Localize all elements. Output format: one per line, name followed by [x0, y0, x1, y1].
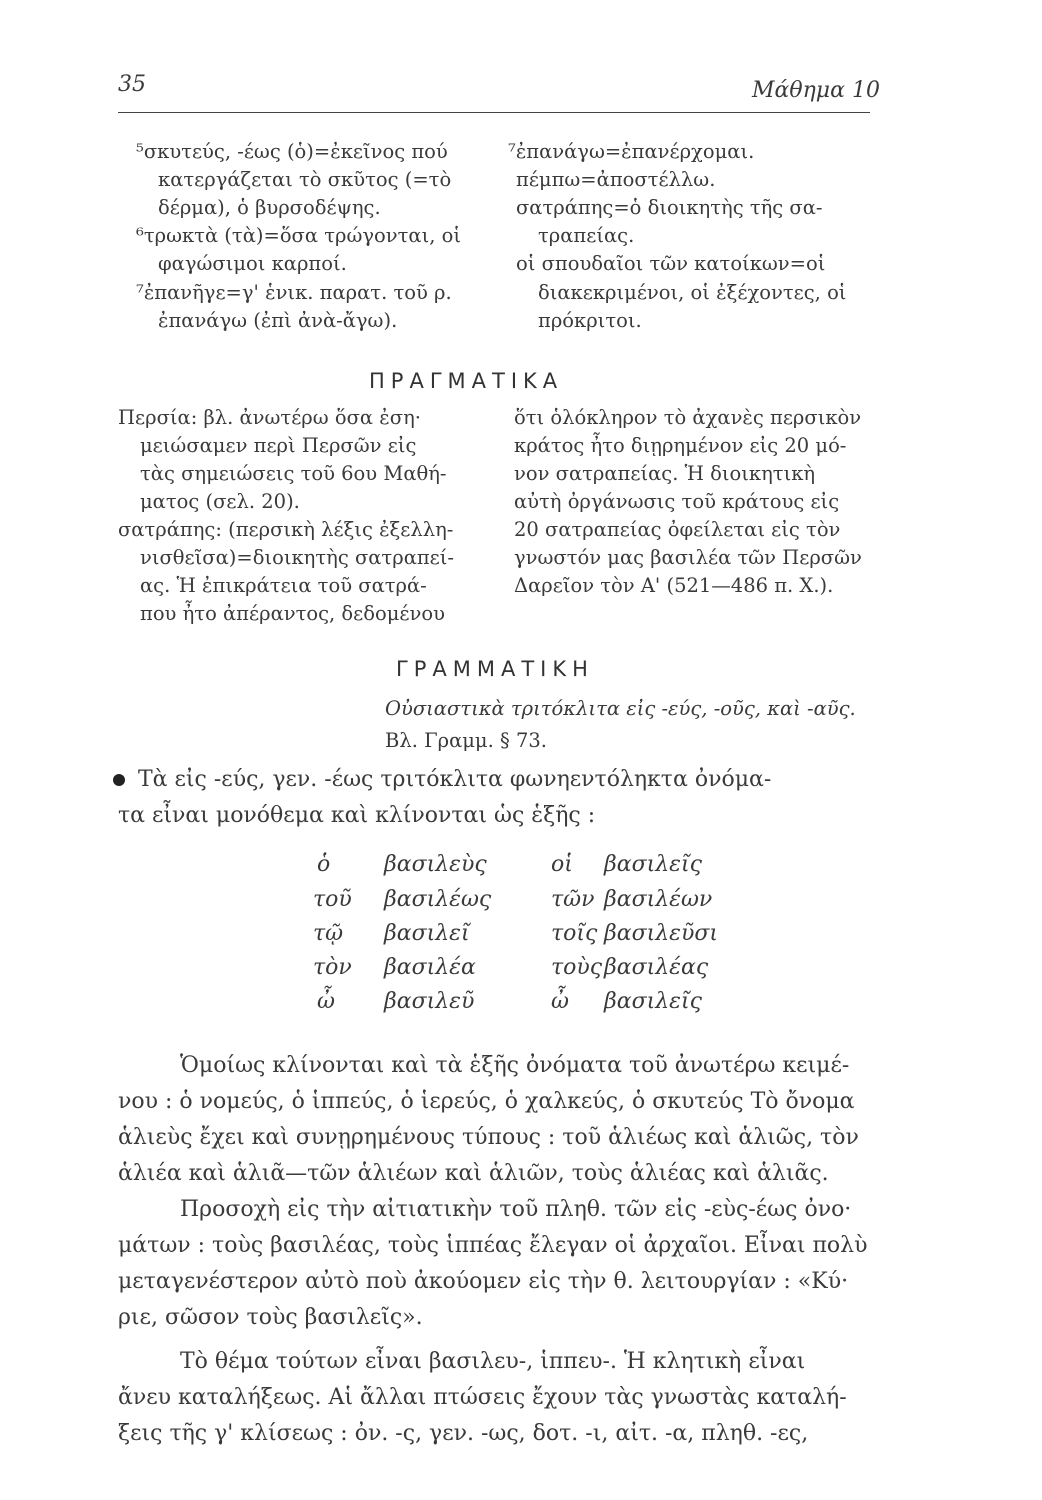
lesson-title: Μάθημα 10 — [752, 78, 880, 103]
plural-form: βασιλεῖς — [604, 989, 702, 1014]
body-line: ἄνευ καταλήξεως. Αἱ ἄλλαι πτώσεις ἔχουν τὰς γνωστὰς καταλή- — [118, 1385, 847, 1410]
plural-form: βασιλέας — [604, 955, 709, 980]
pragmatika-left-line: τὰς σημειώσεις τοῦ 6ου Μαθή- — [140, 462, 447, 485]
singular-form: βασιλεὺς — [384, 852, 487, 877]
header-rule — [118, 112, 870, 113]
body-line: Ὁμοίως κλίνονται καὶ τὰ ἑξῆς ὀνόματα τοῦ ἀνωτέρω κειμέ- — [180, 1053, 850, 1078]
footnote-left-line: ⁶τρωκτὰ (τὰ)=ὅσα τρώγονται, οἱ — [136, 224, 462, 247]
bullet-icon — [113, 774, 125, 786]
footnote-right-line: ⁷ἐπανάγω=ἐπανέρχομαι. — [508, 140, 755, 163]
footnote-left-line: κατεργάζεται τὸ σκῦτος (=τὸ — [158, 168, 452, 191]
body-line: ριε, σῶσον τοὺς βασιλεῖς». — [118, 1305, 423, 1330]
body-line: ἁλιέα καὶ ἁλιᾶ—τῶν ἁλιέων καὶ ἁλιῶν, τοὺς ἁλιέας καὶ ἁλιᾶς. — [118, 1161, 829, 1186]
footnote-left-line: φαγώσιμοι καρποί. — [158, 252, 347, 275]
pragmatika-left-line: νισθεῖσα)=διοικητὴς σατραπεί- — [140, 546, 455, 569]
body-line: Προσοχὴ εἰς τὴν αἰτιατικὴν τοῦ πληθ. τῶν εἰς -εὺς-έως ὀνο· — [180, 1197, 852, 1222]
body-line: ξεις τῆς γ' κλίσεως : ὀν. -ς, γεν. -ως, δοτ. -ι, αἰτ. -α, πληθ. -ες, — [118, 1421, 809, 1446]
footnote-right-line: πρόκριτοι. — [538, 309, 642, 332]
body-line: ἁλιεὺς ἔχει καὶ συνῃρημένους τύπους : τοῦ ἁλιέως καὶ ἁλιῶς, τὸν — [118, 1125, 859, 1150]
singular-form: βασιλέως — [384, 887, 492, 912]
singular-article: τοῦ — [313, 887, 352, 912]
singular-form: βασιλέα — [384, 955, 476, 980]
pragmatika-right-line: ὅτι ὁλόκληρον τὸ ἀχανὲς περσικὸν — [514, 406, 862, 429]
body-line: νου : ὁ νομεύς, ὁ ἱππεύς, ὁ ἱερεύς, ὁ χαλκεύς, ὁ σκυτεύς Τὸ ὄνομα — [118, 1089, 855, 1114]
page-number: 35 — [118, 72, 146, 97]
body-line: μάτων : τοὺς βασιλέας, τοὺς ἱππέας ἔλεγαν οἱ ἀρχαῖοι. Εἶναι πολὺ — [118, 1233, 868, 1258]
singular-article: τῷ — [313, 921, 344, 946]
footnote-right-line: πέμπω=ἀποστέλλω. — [516, 168, 716, 191]
footnote-left-line: ⁵σκυτεύς, -έως (ὁ)=ἐκεῖνος πού — [136, 140, 448, 163]
plural-form: βασιλέων — [604, 887, 713, 912]
intro-line: Τὰ εἰς -εύς, γεν. -έως τριτόκλιτα φωνηεντόληκτα ὀνόμα- — [138, 767, 772, 792]
footnote-right-line: σατράπης=ὁ διοικητὴς τῆς σα- — [516, 196, 823, 219]
footnote-right-line: διακεκριμένοι, οἱ ἐξέχοντες, οἱ — [538, 281, 847, 304]
pragmatika-left-line: που ἦτο ἀπέραντος, δεδομένου — [140, 602, 445, 625]
pragmatika-left-line: σατράπης: (περσικὴ λέξις ἐξελλη- — [118, 518, 454, 541]
pragmatika-right-line: νον σατραπείας. Ἡ διοικητικὴ — [514, 462, 816, 485]
body-line: μεταγενέστερον αὐτὸ ποὺ ἀκούομεν εἰς τὴν θ. λειτουργίαν : «Κύ· — [118, 1269, 849, 1294]
singular-form: βασιλεῦ — [384, 989, 475, 1014]
pragmatika-left-line: ας. Ἡ ἐπικράτεια τοῦ σατρά- — [140, 574, 427, 597]
footnote-left-line: ⁷ἐπανῆγε=γ' ἑνικ. παρατ. τοῦ ρ. — [136, 281, 452, 304]
plural-article: τοῖς — [551, 921, 598, 946]
pragmatika-right-line: γνωστόν μας βασιλέα τῶν Περσῶν — [514, 546, 862, 569]
plural-article: τῶν — [551, 887, 595, 912]
singular-article: τὸν — [313, 955, 352, 980]
footnote-left-line: ἐπανάγω (ἐπὶ ἀνὰ-ἄγω). — [158, 309, 398, 332]
pragmatika-right-line: Δαρεῖον τὸν Α' (521—486 π. Χ.). — [514, 574, 834, 597]
pragmatika-heading: ΠΡΑΓΜΑΤΙΚΑ — [369, 369, 564, 393]
footnote-right-line: οἱ σπουδαῖοι τῶν κατοίκων=οἱ — [516, 252, 826, 275]
grammatiki-heading: ΓΡΑΜΜΑΤΙΚΗ — [396, 657, 594, 681]
plural-article: τοὺς — [551, 955, 603, 980]
grammar-reference: Βλ. Γραμμ. § 73. — [385, 729, 547, 752]
singular-article: ὦ — [317, 989, 335, 1014]
plural-article: ὦ — [551, 989, 569, 1014]
pragmatika-left-line: ματος (σελ. 20). — [140, 490, 300, 513]
plural-form: βασιλεῦσι — [604, 921, 718, 946]
singular-article: ὁ — [317, 852, 331, 877]
grammatiki-subtitle: Οὐσιαστικὰ τριτόκλιτα εἰς -εύς, -οῦς, καὶ -αῦς. — [385, 697, 856, 720]
pragmatika-right-line: αὐτὴ ὀργάνωσις τοῦ κράτους εἰς — [514, 490, 840, 513]
plural-form: βασιλεῖς — [604, 852, 702, 877]
pragmatika-right-line: 20 σατραπείας ὀφείλεται εἰς τὸν — [514, 518, 841, 541]
intro-line: τα εἶναι μονόθεμα καὶ κλίνονται ὡς ἑξῆς : — [118, 803, 596, 828]
plural-article: οἱ — [551, 852, 573, 877]
body-line: Τὸ θέμα τούτων εἶναι βασιλευ-, ἱππευ-. Ἡ κλητικὴ εἶναι — [180, 1349, 806, 1374]
singular-form: βασιλεῖ — [384, 921, 470, 946]
footnote-left-line: δέρμα), ὁ βυρσοδέψης. — [158, 196, 381, 219]
pragmatika-left-line: μειώσαμεν περὶ Περσῶν εἰς — [140, 434, 417, 457]
pragmatika-right-line: κράτος ἦτο διῃρημένον εἰς 20 μό- — [514, 434, 847, 457]
footnote-right-line: τραπείας. — [538, 224, 635, 247]
pragmatika-left-line: Περσία: βλ. ἀνωτέρω ὅσα ἐση· — [118, 406, 421, 429]
